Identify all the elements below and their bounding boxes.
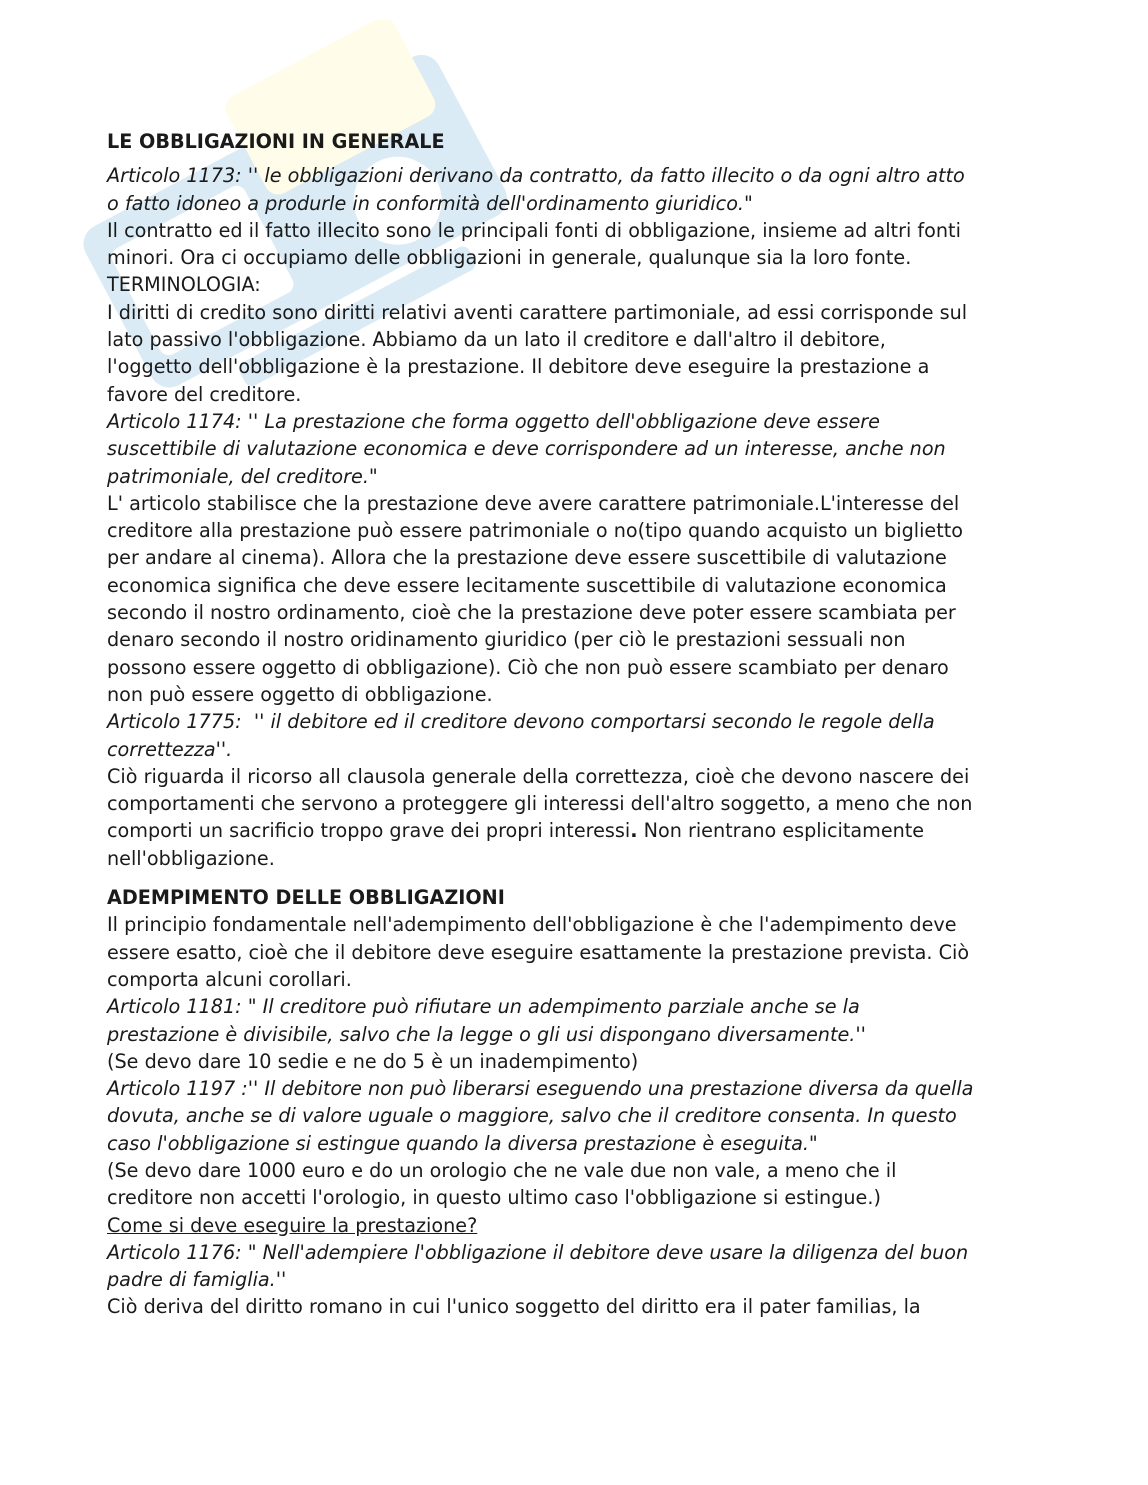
paragraph-line: possono essere oggetto di obbligazione). Ciò che non può essere scambiato per denaro	[107, 655, 949, 679]
paragraph-line: L' articolo stabilisce che la prestazione deve avere carattere patrimoniale.L'interesse del	[107, 491, 960, 515]
example-line: (Se devo dare 1000 euro e do un orologio che ne vale due non vale, a meno che il	[107, 1158, 897, 1182]
article-1174-line: Articolo 1174: '' La prestazione che forma oggetto dell'obbligazione deve essere	[107, 409, 880, 433]
article-1197-line: Articolo 1197 :'' Il debitore non può liberarsi eseguendo una prestazione diversa da quella	[107, 1077, 974, 1101]
document-page	[107, 128, 1047, 1321]
paragraph-line: Il principio fondamentale nell'adempimento dell'obbligazione è che l'adempimento deve	[107, 913, 957, 937]
article-1181-line: prestazione è divisibile, salvo che la legge o gli usi dispongano diversamente.''	[107, 1022, 866, 1046]
paragraph-line: non può essere oggetto di obbligazione.	[107, 682, 493, 706]
paragraph-text: Non rientrano esplicitamente	[637, 819, 925, 843]
bold-period: .	[630, 819, 638, 843]
article-1775-line: correttezza''.	[107, 737, 233, 761]
article-1775-line: Articolo 1775: '' il debitore ed il creditore devono comportarsi secondo le regole della	[107, 710, 935, 734]
question-heading: Come si deve eseguire la prestazione?	[107, 1213, 478, 1237]
terminologia-heading: TERMINOLOGIA:	[107, 273, 261, 297]
article-1176-line: padre di famiglia.''	[107, 1268, 287, 1292]
paragraph-text: comporti un sacrificio troppo grave dei propri interessi	[107, 819, 631, 843]
paragraph-line: minori. Ora ci occupiamo delle obbligazioni in generale, qualunque sia la loro fonte.	[107, 246, 912, 270]
paragraph-line: lato passivo l'obbligazione. Abbiamo da un lato il creditore e dall'altro il debitore,	[107, 328, 886, 352]
article-1197-line: caso l'obbligazione si estingue quando la diversa prestazione è eseguita."	[107, 1131, 818, 1155]
paragraph-line: favore del creditore.	[107, 382, 302, 406]
paragraph-line: comportamenti che servono a proteggere gli interessi dell'altro soggetto, a meno che non	[107, 792, 973, 816]
paragraph-line: Ciò riguarda il ricorso all clausola generale della correttezza, cioè che devono nascere dei	[107, 764, 970, 788]
article-1173-line: o fatto idoneo a produrle in conformità dell'ordinamento giuridico."	[107, 191, 753, 215]
paragraph-line: nell'obbligazione.	[107, 846, 275, 870]
paragraph-line: Il contratto ed il fatto illecito sono le principali fonti di obbligazione, insieme ad altri fonti	[107, 218, 961, 242]
article-1174-line: suscettibile di valutazione economica e deve corrispondere ad un interesse, anche non	[107, 437, 946, 461]
paragraph-line: I diritti di credito sono diritti relativi aventi carattere partimoniale, ad essi corrisponde sul	[107, 300, 968, 324]
article-1173-line: Articolo 1173: '' le obbligazioni derivano da contratto, da fatto illecito o da ogni altro atto	[107, 164, 965, 188]
example-line: creditore non accetti l'orologio, in questo ultimo caso l'obbligazione si estingue.)	[107, 1186, 881, 1210]
paragraph-line: denaro secondo il nostro oridinamento giuridico (per ciò le prestazioni sessuali non	[107, 628, 906, 652]
paragraph-line: essere esatto, cioè che il debitore deve eseguire esattamente la prestazione prevista. Ciò	[107, 940, 970, 964]
article-1174-line: patrimoniale, del creditore."	[107, 464, 378, 488]
article-1181-line: Articolo 1181: " Il creditore può rifiutare un adempimento parziale anche se la	[107, 995, 860, 1019]
paragraph-line: creditore alla prestazione può essere patrimoniale o no(tipo quando acquisto un biglietto	[107, 519, 963, 543]
paragraph-line	[107, 817, 1047, 844]
paragraph-line: economica significa che deve essere lecitamente suscettibile di valutazione economica	[107, 573, 947, 597]
paragraph-line: comporta alcuni corollari.	[107, 967, 352, 991]
paragraph-line: Ciò deriva del diritto romano in cui l'unico soggetto del diritto era il pater familias, la	[107, 1295, 921, 1319]
section-title: ADEMPIMENTO DELLE OBBLIGAZIONI	[107, 886, 505, 910]
article-1176-line: Articolo 1176: " Nell'adempiere l'obbligazione il debitore deve usare la diligenza del buon	[107, 1240, 969, 1264]
paragraph-line: secondo il nostro ordinamento, cioè che la prestazione deve poter essere scambiata per	[107, 601, 956, 625]
example-line: (Se devo dare 10 sedie e ne do 5 è un inadempimento)	[107, 1049, 639, 1073]
paragraph-line: per andare al cinema). Allora che la prestazione deve essere suscettibile di valutazione	[107, 546, 947, 570]
article-1197-line: dovuta, anche se di valore uguale o maggiore, salvo che il creditore consenta. In questo	[107, 1104, 957, 1128]
paragraph-line: l'oggetto dell'obbligazione è la prestazione. Il debitore deve eseguire la prestazione a	[107, 355, 930, 379]
section-title: LE OBBLIGAZIONI IN GENERALE	[107, 130, 445, 153]
